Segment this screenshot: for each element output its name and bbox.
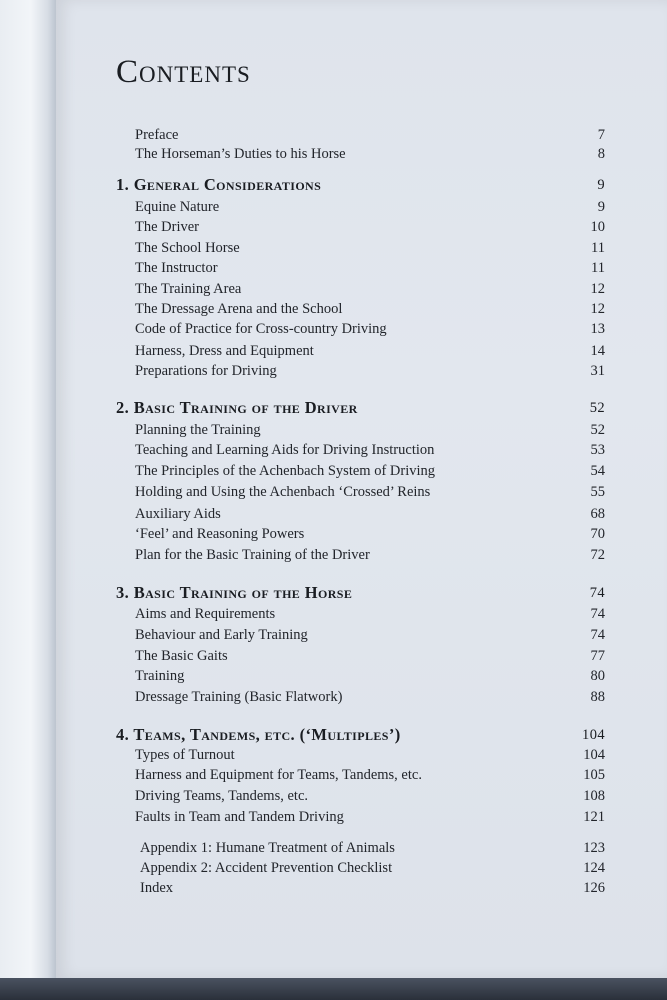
toc-chapter-3 — [116, 583, 605, 603]
toc-entry-page: 77 — [590, 648, 605, 664]
toc-entry-index — [140, 880, 605, 900]
toc-entry — [135, 606, 605, 626]
toc-entry-label: Driving Teams, Tandems, etc. — [135, 788, 309, 804]
toc-entry — [135, 463, 605, 483]
toc-chapter-2 — [116, 398, 605, 418]
toc-entry-page: 124 — [583, 860, 605, 876]
toc-chapter-1 — [116, 175, 605, 195]
toc-entry-page: 126 — [583, 880, 605, 896]
toc-entry — [135, 627, 605, 647]
toc-entry — [135, 809, 605, 829]
toc-entry-page: 74 — [590, 606, 605, 622]
toc-entry — [135, 526, 605, 546]
toc-chapter-label: 4. Teams, Tandems, etc. (‘Multiples’) — [116, 725, 401, 744]
toc-entry — [135, 199, 605, 219]
toc-entry — [135, 363, 605, 383]
toc-entry — [135, 648, 605, 668]
toc-entry — [135, 422, 605, 442]
toc-entry-appendix-1 — [140, 840, 605, 860]
toc-entry-label: Types of Turnout — [135, 747, 235, 763]
toc-entry-page: 55 — [590, 484, 605, 500]
toc-entry-label: The School Horse — [135, 240, 240, 256]
toc-entry-label: The Instructor — [135, 260, 218, 276]
toc-entry-label: The Horseman’s Duties to his Horse — [135, 146, 346, 162]
toc-entry-label: The Driver — [135, 219, 200, 235]
toc-entry-page: 7 — [597, 127, 605, 143]
toc-entry — [135, 321, 605, 341]
toc-entry-page: 12 — [590, 281, 605, 297]
toc-entry-label: Code of Practice for Cross-country Driving — [135, 321, 387, 337]
toc-entry-label: Index — [140, 880, 174, 896]
toc-entry-label: Training — [135, 668, 185, 684]
toc-entry-page: 52 — [590, 422, 605, 438]
toc-entry-page: 80 — [590, 668, 605, 684]
toc-entry-label: Planning the Training — [135, 422, 261, 438]
toc-chapter-label: 1. General Considerations — [116, 175, 322, 194]
toc-entry — [135, 767, 605, 787]
toc-entry-page: 9 — [597, 199, 605, 215]
toc-entry-page: 10 — [590, 219, 605, 235]
toc-entry-label: Teaching and Learning Aids for Driving Instruction — [135, 442, 435, 458]
toc-entry-page: 70 — [590, 526, 605, 542]
toc-entry-page: 11 — [591, 260, 605, 276]
toc-entry-label: The Principles of the Achenbach System of Driving — [135, 463, 436, 479]
toc-chapter-page: 104 — [582, 727, 605, 743]
toc-entry-label: Plan for the Basic Training of the Driver — [135, 547, 370, 563]
toc-entry-duties — [135, 146, 605, 166]
toc-entry-label: Harness and Equipment for Teams, Tandems, etc. — [135, 767, 422, 783]
toc-entry — [135, 442, 605, 462]
toc-entry-appendix-2 — [140, 860, 605, 880]
toc-entry-page: 14 — [590, 343, 605, 359]
toc-entry-label: Auxiliary Aids — [135, 506, 221, 522]
toc-entry — [135, 747, 605, 767]
toc-chapter-label: 2. Basic Training of the Driver — [116, 398, 358, 417]
toc-entry-page: 11 — [591, 240, 605, 256]
toc-entry-label: Aims and Requirements — [135, 606, 276, 622]
toc-entry-label: Equine Nature — [135, 199, 220, 215]
toc-entry — [135, 301, 605, 321]
toc-entry-page: 108 — [583, 788, 605, 804]
toc-chapter-page: 52 — [589, 400, 605, 416]
toc-entry-label: The Basic Gaits — [135, 648, 228, 664]
toc-entry-page: 123 — [583, 840, 605, 856]
toc-entry-label: Holding and Using the Achenbach ‘Crossed’ Reins — [135, 484, 431, 500]
toc-entry — [135, 484, 605, 504]
toc-chapter-page: 9 — [597, 177, 605, 193]
toc-entry — [135, 260, 605, 280]
toc-entry — [135, 689, 605, 709]
toc-entry-label: Dressage Training (Basic Flatwork) — [135, 689, 343, 705]
toc-entry-page: 53 — [590, 442, 605, 458]
toc-entry-page: 72 — [590, 547, 605, 563]
page-title: Contents — [116, 54, 251, 90]
toc-entry-page: 74 — [590, 627, 605, 643]
toc-entry-label: Appendix 1: Humane Treatment of Animals — [140, 840, 395, 856]
toc-entry — [135, 281, 605, 301]
toc-entry-label: Behaviour and Early Training — [135, 627, 308, 643]
toc-entry — [135, 240, 605, 260]
toc-entry-page: 88 — [590, 689, 605, 705]
toc-entry-label: The Training Area — [135, 281, 242, 297]
toc-entry-preface — [135, 127, 605, 147]
toc-entry — [135, 343, 605, 363]
toc-entry-page: 12 — [590, 301, 605, 317]
toc-chapter-page: 74 — [589, 585, 605, 601]
toc-chapter-4 — [116, 725, 605, 745]
toc-entry-page: 31 — [590, 363, 605, 379]
toc-entry-label: Appendix 2: Accident Prevention Checklist — [140, 860, 393, 876]
toc-entry — [135, 219, 605, 239]
toc-entry — [135, 506, 605, 526]
toc-entry-page: 8 — [597, 146, 605, 162]
toc-entry — [135, 547, 605, 567]
toc-entry-label: The Dressage Arena and the School — [135, 301, 343, 317]
toc-entry-page: 121 — [583, 809, 605, 825]
toc-entry — [135, 788, 605, 808]
toc-entry-label: Faults in Team and Tandem Driving — [135, 809, 344, 825]
toc-entry-label: Preparations for Driving — [135, 363, 277, 379]
toc-entry-page: 105 — [583, 767, 605, 783]
toc-entry-page: 13 — [590, 321, 605, 337]
toc-entry-page: 68 — [590, 506, 605, 522]
toc-entry-label: Preface — [135, 127, 179, 143]
toc-chapter-label: 3. Basic Training of the Horse — [116, 583, 353, 602]
toc-entry-label: ‘Feel’ and Reasoning Powers — [135, 526, 305, 542]
toc-entry — [135, 668, 605, 688]
toc-entry-label: Harness, Dress and Equipment — [135, 343, 314, 359]
toc-entry-page: 104 — [583, 747, 605, 763]
toc-entry-page: 54 — [590, 463, 605, 479]
